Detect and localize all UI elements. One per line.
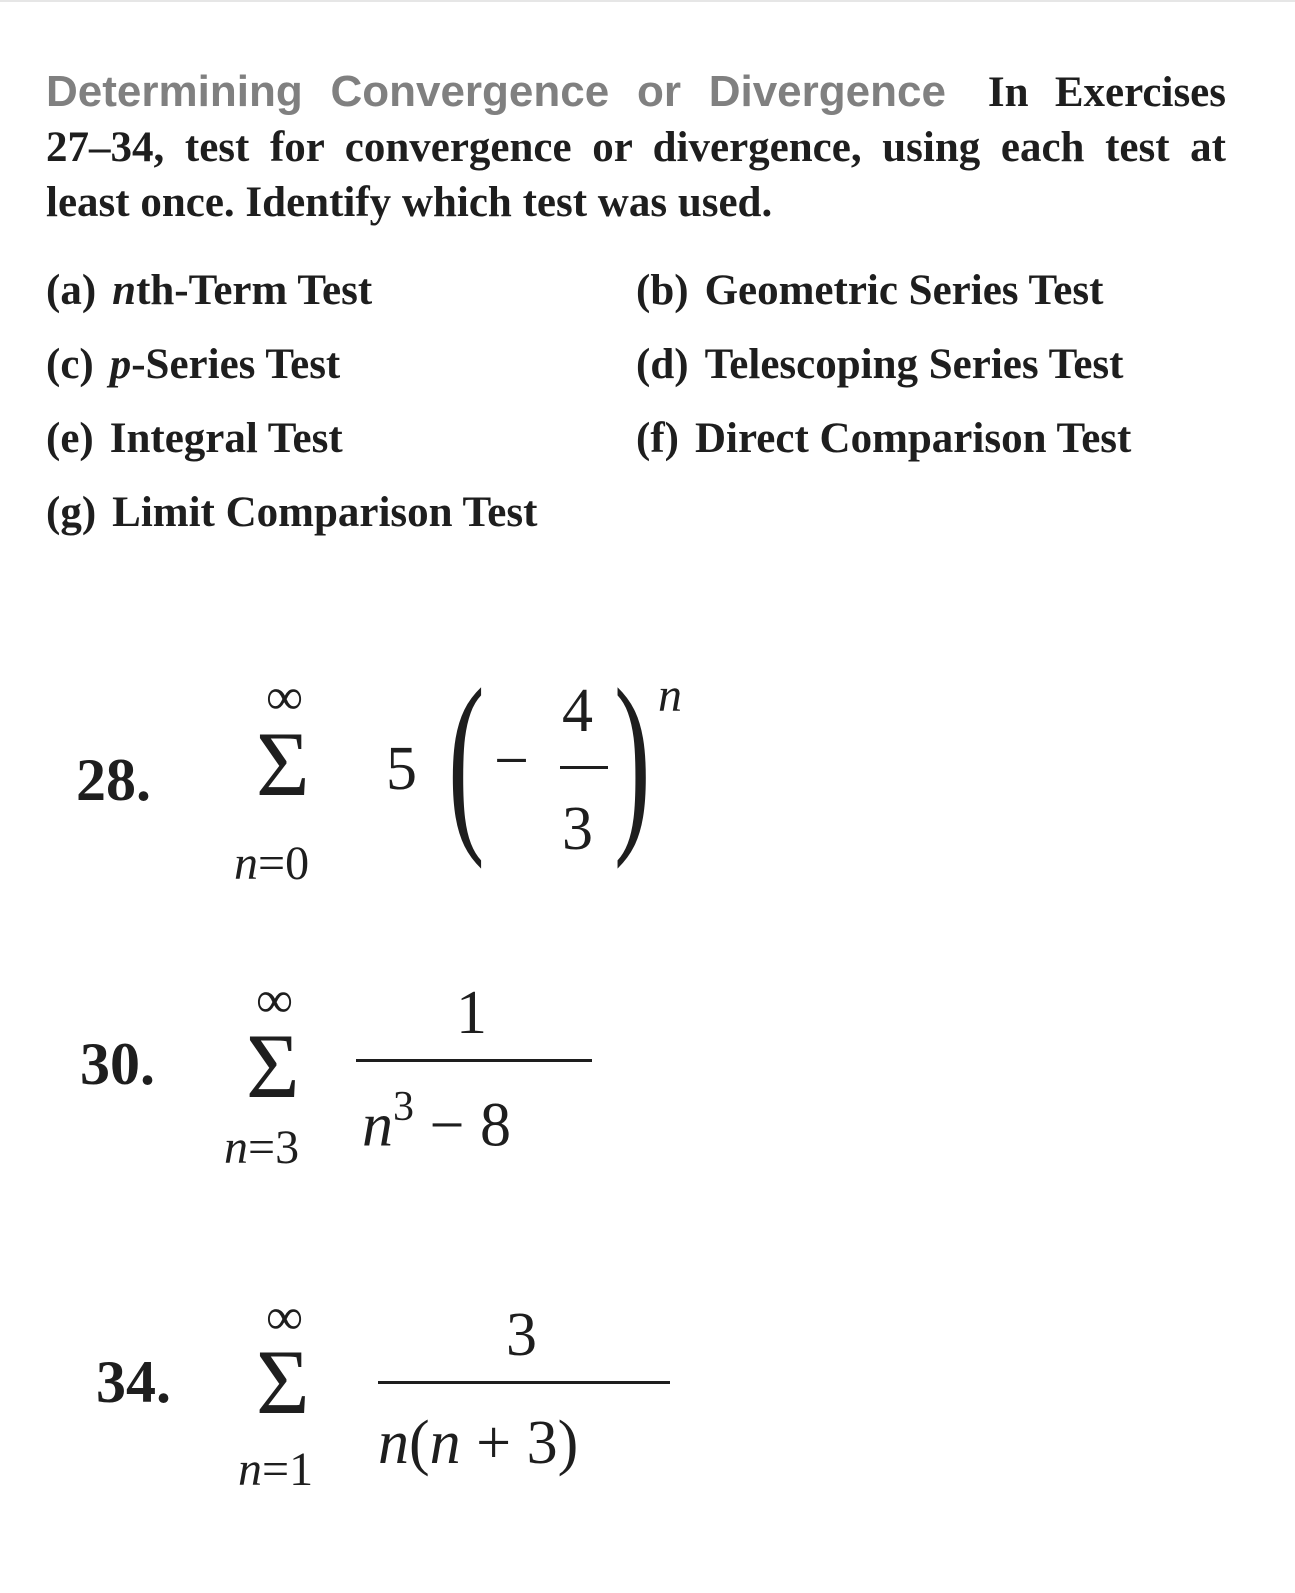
instructions-paragraph	[46, 64, 1226, 230]
option-f: (f) Direct Comparison Test	[636, 415, 1132, 462]
sigma-symbol: Σ	[256, 713, 310, 815]
section-heading: Determining Convergence or Divergence	[46, 67, 946, 116]
option-e: (e) Integral Test	[46, 415, 343, 462]
top-divider	[0, 0, 1295, 2]
exponent: n	[658, 669, 682, 722]
exercise-number: 34.	[96, 1349, 171, 1415]
option-g: (g) Limit Comparison Test	[46, 489, 538, 536]
sum-upper-limit: ∞	[266, 669, 304, 726]
fraction-denominator: 3	[562, 795, 593, 863]
exercise-number: 30.	[80, 1031, 155, 1097]
option-d: (d) Telescoping Series Test	[636, 341, 1124, 388]
fraction-denominator: $n^3 - 8$	[362, 1084, 511, 1160]
sum-lower-limit: n=1	[238, 1443, 314, 1496]
instructions-text: In Exercises 27–34, test for convergence or divergence, using each test at least once. Identify which test was used.	[46, 69, 1226, 226]
sum-lower-limit: n=3	[224, 1121, 300, 1174]
fraction-numerator: 1	[456, 979, 487, 1047]
fraction-denominator: n(n + 3)	[378, 1409, 579, 1477]
sum-upper-limit: ∞	[256, 972, 294, 1029]
fraction-numerator: 4	[562, 677, 593, 745]
option-c: (c) p-Series Test	[46, 341, 341, 388]
minus-sign: −	[494, 727, 529, 795]
fraction-bar	[560, 766, 608, 769]
option-a: (a) nth-Term Test	[46, 267, 373, 314]
sigma-symbol: Σ	[246, 1015, 300, 1117]
fraction-bar	[378, 1381, 670, 1384]
sum-lower-limit: n=0	[234, 837, 310, 890]
fraction-bar	[356, 1059, 592, 1062]
left-paren: (	[448, 649, 485, 870]
sigma-symbol: Σ	[256, 1331, 310, 1433]
sum-upper-limit: ∞	[266, 1289, 304, 1346]
exercise-number: 28.	[76, 747, 151, 813]
option-b: (b) Geometric Series Test	[636, 267, 1104, 314]
fraction-numerator: 3	[506, 1301, 537, 1369]
coefficient: 5	[386, 735, 417, 803]
right-paren: )	[614, 649, 651, 870]
